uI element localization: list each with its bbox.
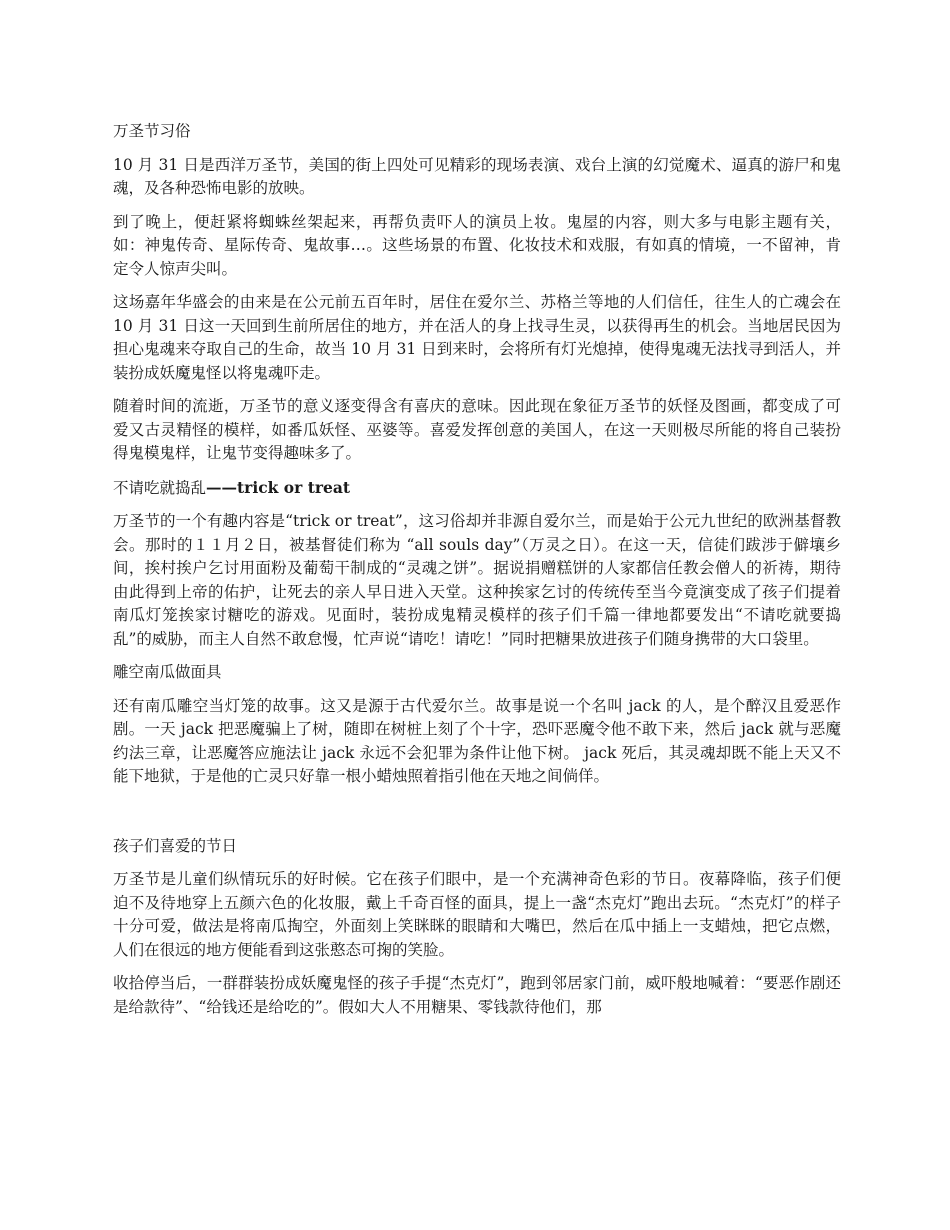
heading-bold-text: ——trick or treat [206,477,351,497]
document-body [113,120,841,1029]
paragraph: 收拾停当后，一群群装扮成妖魔鬼怪的孩子手提“杰克灯”，跑到邻居家门前，威吓般地喊着：“要恶作剧还是给款待”、“给钱还是给吃的”。假如大人不用糖果、零钱款待他们，那 [113,974,841,1016]
paragraph: 万圣节的一个有趣内容是“trick or treat”，这习俗却并非源自爱尔兰，而是始于公元九世纪的欧洲基督教会。那时的１１月２日，被基督徒们称为 “all souls day”（万灵之日）。在这一天，信徒们跋涉于僻壤乡间，挨村挨户乞讨用面粉及葡萄干制成的“灵魂之饼”。据说捐赠糕饼的人家都信任教会僧人的祈祷，期待由此得到上帝的佑护，让死去的亲人早日进入天堂。这种挨家乞讨的传统传至当今竟演变成了孩子们提着南瓜灯笼挨家讨糖吃的游戏。见面时，装扮成鬼精灵模样的孩子们千篇一律地都要发出“不请吃就要捣乱”的威胁，而主人自然不敢怠慢，忙声说“请吃！请吃！”同时把糖果放进孩子们随身携带的大口袋里。 [113,512,841,648]
section-heading-customs: 万圣节习俗 [113,122,191,140]
paragraph: 万圣节是儿童们纵情玩乐的好时候。它在孩子们眼中，是一个充满神奇色彩的节日。夜幕降临，孩子们便迫不及待地穿上五颜六色的化妆服，戴上千奇百怪的面具，提上一盏“杰克灯”跑出去玩。“杰克灯”的样子十分可爱，做法是将南瓜掏空，外面刻上笑眯眯的眼睛和大嘴巴，然后在瓜中插上一支蜡烛，把它点燃，人们在很远的地方便能看到这张憨态可掬的笑脸。 [113,870,841,959]
heading-text: 不请吃就捣乱 [113,478,207,497]
section-heading-trick-or-treat [113,476,841,501]
paragraph: 还有南瓜雕空当灯笼的故事。这又是源于古代爱尔兰。故事是说一个名叫 jack 的人，是个醉汉且爱恶作剧。一天 jack 把恶魔骗上了树，随即在树桩上刻了个十字，恐吓恶魔令他不敢下来，然后 jack 就与恶魔约法三章，让恶魔答应施法让 jack 永远不会犯罪为条件让他下树。 jack 死后，其灵魂却既不能上天又不能下地狱，于是他的亡灵只好靠一根小蜡烛照着指引他在天地之间倘佯。 [113,696,841,785]
section-spacer [113,799,841,835]
paragraph: 这场嘉年华盛会的由来是在公元前五百年时，居住在爱尔兰、苏格兰等地的人们信任，往生人的亡魂会在 10 月 31 日这一天回到生前所居住的地方，并在活人的身上找寻生灵，以获得再生的机会。当地居民因为担心鬼魂来夺取自己的生命，故当 10 月 31 日到来时，会将所有灯光熄掉，使得鬼魂无法找寻到活人，并装扮成妖魔鬼怪以将鬼魂吓走。 [113,293,841,382]
paragraph: 随着时间的流逝，万圣节的意义逐变得含有喜庆的意味。因此现在象征万圣节的妖怪及图画，都变成了可爱又古灵精怪的模样，如番瓜妖怪、巫婆等。喜爱发挥创意的美国人，在这一天则极尽所能的将自己装扮得鬼模鬼样，让鬼节变得趣味多了。 [113,397,841,462]
section-heading-children: 孩子们喜爱的节日 [113,836,238,855]
section-heading-pumpkin: 雕空南瓜做面具 [113,663,222,681]
paragraph: 10 月 31 日是西洋万圣节，美国的街上四处可见精彩的现场表演、戏台上演的幻觉魔术、逼真的游尸和鬼魂，及各种恐怖电影的放映。 [113,155,841,197]
paragraph: 到了晚上，便赶紧将蜘蛛丝架起来，再帮负责吓人的演员上妆。鬼屋的内容，则大多与电影主题有关，如：神鬼传奇、星际传奇、鬼故事…。这些场景的布置、化妆技术和戏服，有如真的情境，一不留神，肯定令人惊声尖叫。 [113,212,841,278]
